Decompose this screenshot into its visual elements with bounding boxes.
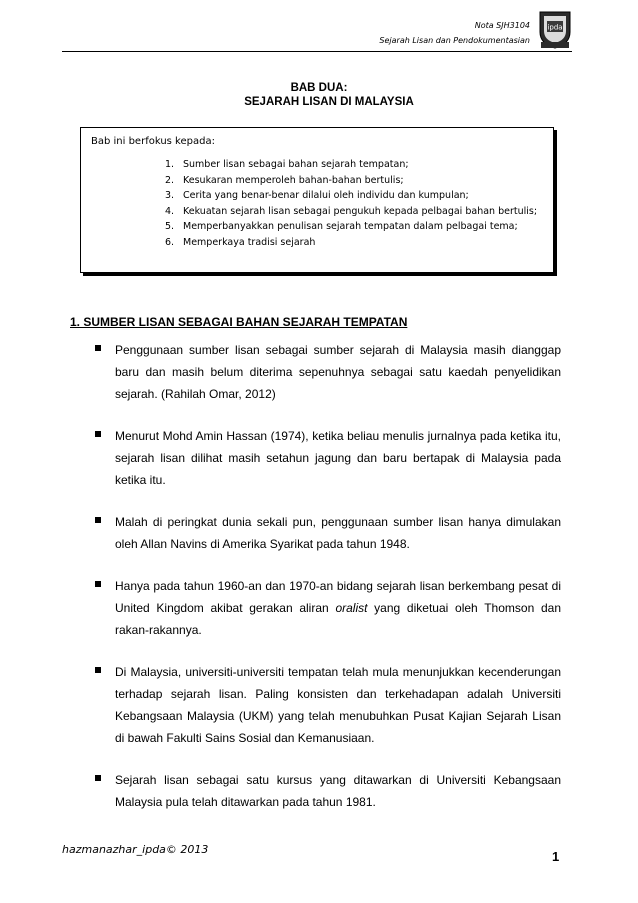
bullet-text: Hanya pada tahun 1960-an dan 1970-an bidang sejarah lisan berkembang pesat di United Kingdom akibat gerakan aliran oralist yang diketuai oleh Thomson dan rakan-rakannya. [115, 579, 561, 637]
focus-item-number: 3. [165, 190, 175, 201]
bullet-text: Malah di peringkat dunia sekali pun, penggunaan sumber lisan hanya dimulakan oleh Allan Navins di Amerika Syarikat pada tahun 1948. [115, 515, 561, 551]
bullet-text: Menurut Mohd Amin Hassan (1974), ketika beliau menulis jurnalnya pada ketika itu, sejarah lisan dilihat masih setahun jagung dan baru bertapak di Malaysia pada ketika itu. [115, 429, 561, 487]
page-header [379, 18, 530, 48]
bullet-icon [95, 517, 101, 523]
focus-item-number: 1. [165, 159, 175, 170]
italic-term: oralist [335, 601, 368, 615]
focus-item-text: Memperkaya tradisi sejarah [183, 236, 316, 248]
bullet-icon [95, 345, 101, 351]
focus-item-text: Memperbanyakkan penulisan sejarah tempatan dalam pelbagai tema; [183, 221, 518, 232]
bullet-text: Di Malaysia, universiti-universiti tempatan telah mula menunjukkan kecenderungan terhadap sejarah lisan. Paling konsisten dan terkehadapan adalah Universiti Kebangsaan Malaysia (UKM) yang telah menubuhkan Pusat Kajian Sejarah Lisan di bawah Fakulti Sains Sosial dan Kemanusiaan. [115, 665, 561, 745]
footer-credit: hazmanazhar_ipda© 2013 [62, 843, 209, 856]
bullet-icon [95, 775, 101, 781]
focus-item [165, 204, 537, 220]
bullet-item [95, 575, 561, 641]
bullet-item [95, 511, 561, 555]
focus-list [165, 157, 537, 250]
focus-item-number: 2. [165, 174, 175, 186]
bullet-icon [95, 667, 101, 673]
focus-item-number: 6. [165, 236, 175, 248]
focus-item-text: Kekuatan sejarah lisan sebagai pengukuh kepada pelbagai bahan bertulis; [183, 205, 538, 217]
focus-item-number: 5. [165, 221, 175, 232]
bullet-item [95, 769, 561, 813]
focus-item [165, 188, 537, 204]
header-divider [62, 51, 572, 52]
focus-item-number: 4. [165, 205, 175, 217]
section-heading: 1. SUMBER LISAN SEBAGAI BAHAN SEJARAH TEMPATAN [70, 315, 408, 329]
chapter-label: BAB DUA: [290, 82, 348, 94]
bullet-icon [95, 581, 101, 587]
bullet-item [95, 425, 561, 491]
bullet-text: Sejarah lisan sebagai satu kursus yang ditawarkan di Universiti Kebangsaan Malaysia pula telah ditawarkan pada tahun 1981. [115, 773, 561, 809]
focus-item [165, 173, 537, 189]
chapter-title: SEJARAH LISAN DI MALAYSIA [244, 96, 414, 108]
focus-item [165, 157, 537, 173]
focus-item [165, 219, 537, 235]
logo-text: ipda [547, 23, 563, 32]
bullet-item [95, 339, 561, 405]
institution-logo [536, 8, 574, 50]
focus-item-text: Kesukaran memperoleh bahan-bahan bertulis; [183, 174, 404, 186]
focus-item-text: Sumber lisan sebagai bahan sejarah tempatan; [183, 159, 409, 170]
bullet-icon [95, 431, 101, 437]
course-title: Sejarah Lisan dan Pendokumentasian [379, 36, 530, 45]
focus-intro: Bab ini berfokus kepada: [91, 136, 215, 147]
focus-item [165, 235, 537, 251]
bullet-item [95, 661, 561, 749]
focus-item-text: Cerita yang benar-benar dilalui oleh individu dan kumpulan; [183, 190, 469, 201]
course-code: Nota SJH3104 [474, 21, 530, 30]
page-number: 1 [552, 849, 560, 864]
bullet-text: Penggunaan sumber lisan sebagai sumber sejarah di Malaysia masih dianggap baru dan masih belum diterima sepenuhnya sebagai satu kaedah penyelidikan sejarah. (Rahilah Omar, 2012) [115, 343, 561, 401]
chapter-focus-box [80, 127, 554, 273]
bullet-list [95, 339, 561, 833]
